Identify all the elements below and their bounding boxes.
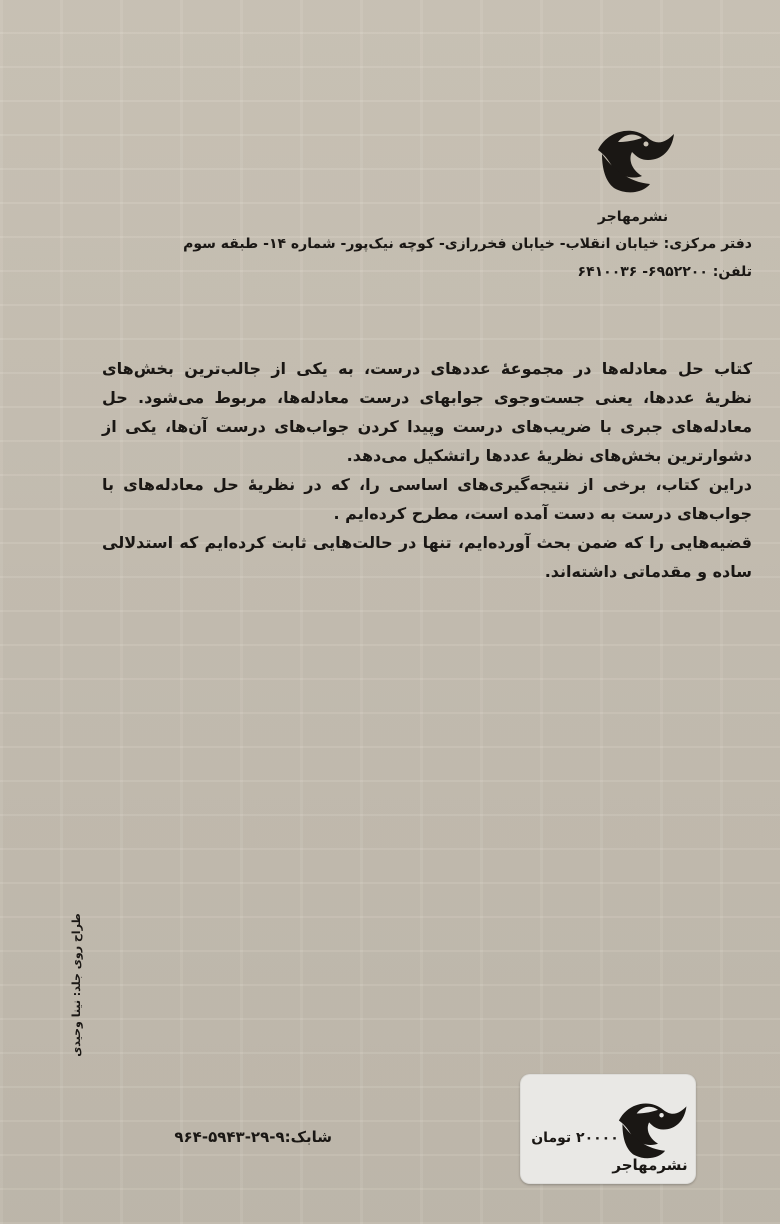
phone-line: تلفن: ۶۹۵۲۲۰۰- ۶۴۱۰۰۳۶ <box>577 264 752 280</box>
price-sticker <box>520 1074 696 1184</box>
cover-designer-credit <box>70 900 90 1070</box>
price-label: ۲۰۰۰۰ تومان <box>531 1130 619 1146</box>
publisher-address <box>52 230 752 286</box>
sticker-publisher-name: نشرمهاجر <box>612 1156 688 1174</box>
description-paragraph: دراین کتاب، برخی از نتیجه‌گیری‌های اساسی را، که در نظریهٔ حل معادله‌های با جواب‌های درست به دست آمده است، مطرح کرده‌ایم . <box>102 475 752 523</box>
description-paragraph: کتاب حل معادله‌ها در مجموعهٔ عددهای درست، به یکی از جالب‌ترین بخش‌های نظریهٔ عددها، یعنی جست‌وجوی جوابهای درست معادله‌ها، مربوط می‌شود. حل معادله‌های جبری با ضریب‌های درست وپیدا کردن جواب‌های درست آن‌ها، یکی از دشوارترین بخش‌های نظریهٔ عددها راتشکیل می‌دهد. <box>102 359 752 465</box>
book-description <box>102 354 752 586</box>
isbn: شابک:۹-۲۹-۵۹۴۳-۹۶۴ <box>174 1128 332 1146</box>
publisher-name: نشرمهاجر <box>597 209 669 225</box>
publisher-logo <box>588 120 678 225</box>
address-line: دفتر مرکزی: خیابان انقلاب- خیابان فخررازی- کوچه نیک‌پور- شماره ۱۴- طبقه سوم <box>183 236 752 252</box>
designer-credit-text: طراح روی جلد: نینا وحیدی <box>70 913 83 1057</box>
description-paragraph: قضیه‌هایی را که ضمن بحث آورده‌ایم، تنها در حالت‌هایی ثابت کرده‌ایم که استدلالی ساده و مقدماتی داشته‌اند. <box>102 533 752 581</box>
publisher-bird-logo-icon <box>588 120 678 208</box>
